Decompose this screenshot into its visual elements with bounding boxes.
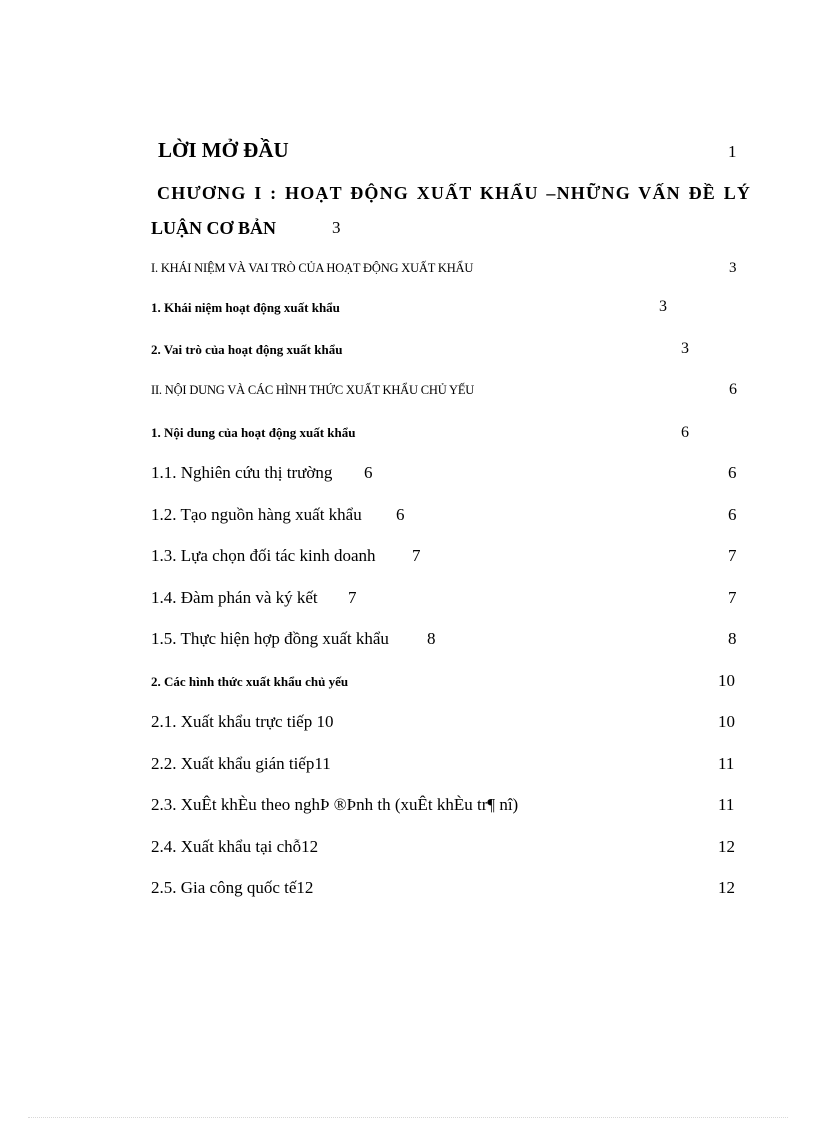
toc-entry-title: 2.4. Xuất khẩu tại chỗ12: [151, 837, 319, 856]
toc-entry-1-3: [0, 546, 816, 572]
toc-entry-inline-page: 3: [332, 218, 341, 237]
toc-entry-inline-page: 6: [364, 463, 373, 482]
toc-entry-introduction: [0, 138, 816, 164]
toc-entry-2-content: [0, 423, 816, 449]
toc-entry-page: 8: [728, 629, 737, 648]
toc-entry-inline-page: 8: [427, 629, 436, 648]
toc-entry-title: 1. Khái niệm hoạt động xuất khẩu: [151, 300, 340, 315]
toc-entry-title: 1.2. Tạo nguồn hàng xuất khẩu: [151, 505, 362, 524]
toc-entry-title: I. KHÁI NIỆM VÀ VAI TRÒ CỦA HOẠT ĐỘNG XUẤT KHẨU: [151, 261, 474, 275]
toc-entry-2-5: [0, 878, 816, 904]
toc-entry-page: 10: [718, 712, 735, 731]
toc-entry-inline-page: 7: [412, 546, 421, 565]
toc-entry-2-forms: [0, 671, 816, 697]
toc-entry-1-2: [0, 505, 816, 531]
toc-entry-page: 12: [718, 837, 735, 856]
toc-entry-page: 11: [718, 754, 735, 773]
toc-entry-title: 1.3. Lựa chọn đối tác kinh doanh: [151, 546, 376, 565]
toc-entry-page: 6: [728, 505, 737, 524]
toc-entry-page: 12: [718, 878, 735, 897]
toc-entry-title: 2.5. Gia công quốc tế12: [151, 878, 314, 897]
toc-entry-1-concept: [0, 297, 816, 323]
toc-entry-inline-page: 7: [348, 588, 357, 607]
toc-entry-page: 7: [728, 546, 737, 565]
toc-entry-page: 3: [729, 260, 737, 276]
page-bottom-divider: [28, 1117, 788, 1118]
toc-entry-title: 2.2. Xuất khẩu gián tiếp11: [151, 754, 331, 773]
toc-entry-page: 6: [728, 463, 737, 482]
toc-entry-chapter-1: [0, 182, 816, 242]
toc-entry-title: 2.3. XuÊt khÈu theo nghÞ ®Þnh th (xuÊt khÈu tr¶ nî): [151, 795, 519, 814]
toc-entry-page: 6: [729, 381, 737, 398]
toc-entry-title: 2.1. Xuất khẩu trực tiếp 10: [151, 712, 334, 731]
toc-entry-page: 11: [718, 795, 735, 814]
toc-entry-page: 6: [681, 424, 689, 441]
toc-entry-title: 1.5. Thực hiện hợp đồng xuất khẩu: [151, 629, 389, 648]
toc-entry-page: 10: [718, 671, 735, 690]
toc-entry-title: 1. Nội dung của hoạt động xuất khẩu: [151, 425, 356, 440]
toc-entry-page: 7: [728, 588, 737, 607]
toc-entry-section-1: [0, 258, 816, 284]
toc-entry-title: LỜI MỞ ĐẦU: [158, 138, 289, 162]
toc-entry-page: 3: [659, 298, 667, 315]
toc-entry-title: 1.1. Nghiên cứu thị trường: [151, 463, 333, 482]
toc-entry-2-1: [0, 712, 816, 738]
toc-entry-page: 1: [728, 142, 737, 161]
toc-entry-1-4: [0, 588, 816, 614]
toc-entry-1-5: [0, 629, 816, 655]
toc-entry-title: CHƯƠNG I : HOẠT ĐỘNG XUẤT KHẨU –NHỮNG VẤN ĐỀ LÝ: [157, 183, 752, 203]
toc-entry-2-4: [0, 837, 816, 863]
toc-entry-1-1: [0, 463, 816, 489]
toc-entry-title-continued: LUẬN CƠ BẢN: [151, 218, 277, 238]
toc-entry-2-3: [0, 795, 816, 821]
toc-entry-2-2: [0, 754, 816, 780]
toc-entry-section-2: [0, 381, 816, 407]
toc-entry-1-role: [0, 339, 816, 365]
toc-entry-title: 1.4. Đàm phán và ký kết: [151, 588, 318, 607]
toc-entry-page: 3: [681, 340, 689, 357]
toc-entry-title: II. NỘI DUNG VÀ CÁC HÌNH THỨC XUẤT KHẨU CHỦ YẾU: [151, 383, 475, 397]
toc-entry-inline-page: 6: [396, 505, 405, 524]
toc-entry-title: 2. Vai trò của hoạt động xuất khẩu: [151, 342, 343, 357]
toc-entry-title: 2. Các hình thức xuất khẩu chủ yếu: [151, 674, 349, 689]
